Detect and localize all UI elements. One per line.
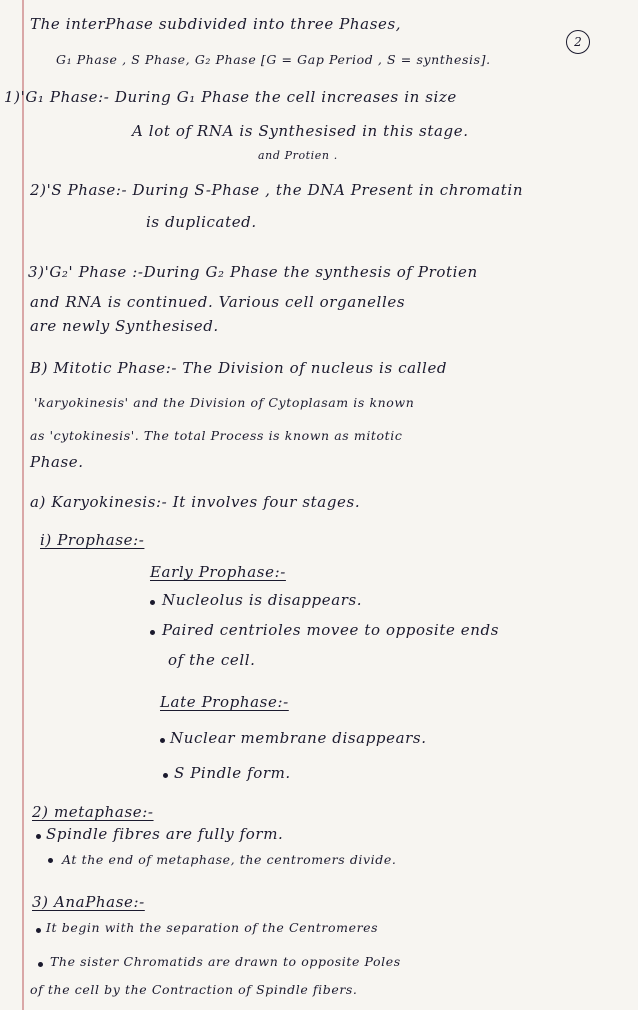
margin-line: [22, 0, 24, 1010]
line-karyokinesis-heading: a) Karyokinesis:- It involves four stages.: [30, 493, 361, 511]
line-g2-heading: 3)'G₂' Phase :-During G₂ Phase the synthesis of Protien: [28, 263, 478, 281]
line-sister-chromatids: The sister Chromatids are drawn to opposite Poles: [50, 954, 401, 969]
page-number: 2: [566, 30, 590, 54]
line-g1-heading: 1)'G₁ Phase:- During G₁ Phase the cell increases in size: [4, 88, 457, 106]
line-early-prophase: Early Prophase:-: [150, 563, 286, 581]
bullet-dot: [163, 773, 168, 778]
bullet-dot: [160, 738, 165, 743]
line-s-duplicated: is duplicated.: [146, 213, 257, 231]
line-of-the-cell: of the cell.: [168, 651, 256, 669]
line-prophase-heading: i) Prophase:-: [40, 531, 145, 549]
line-late-prophase: Late Prophase:-: [160, 693, 289, 711]
line-phases-list: G₁ Phase , S Phase, G₂ Phase [G = Gap Period , S = synthesis].: [56, 52, 491, 67]
bullet-dot: [48, 858, 53, 863]
line-spindle-fibres: Spindle fibres are fully form.: [46, 825, 284, 843]
bullet-dot: [36, 834, 41, 839]
line-centrioles: Paired centrioles movee to opposite ends: [162, 621, 500, 639]
line-g2-continued: and RNA is continued. Various cell organelles: [30, 293, 406, 311]
line-metaphase-heading: 2) metaphase:-: [32, 803, 154, 821]
bullet-dot: [38, 962, 43, 967]
line-spindle-form: S Pindle form.: [174, 764, 291, 782]
line-nuclear-membrane: Nuclear membrane disappears.: [170, 729, 427, 747]
bullet-dot: [150, 630, 155, 635]
line-g1-rna: A lot of RNA is Synthesised in this stage.: [132, 122, 469, 140]
line-anaphase-heading: 3) AnaPhase:-: [32, 893, 145, 911]
line-nucleolus: Nucleolus is disappears.: [162, 591, 363, 609]
line-interphase: The interPhase subdivided into three Phases,: [30, 15, 402, 33]
line-centromers-divide: At the end of metaphase, the centromers divide.: [62, 852, 397, 867]
line-separation: It begin with the separation of the Centromeres: [46, 920, 379, 935]
line-cytokinesis-def: as 'cytokinesis'. The total Process is known as mitotic: [30, 428, 403, 443]
line-g2-synthesised: are newly Synthesised.: [30, 317, 219, 335]
line-spindle-contraction: of the cell by the Contraction of Spindle fibers.: [30, 982, 358, 997]
line-phase: Phase.: [30, 453, 84, 471]
line-g1-protein: and Protien .: [258, 149, 338, 162]
line-s-heading: 2)'S Phase:- During S-Phase , the DNA Present in chromatin: [30, 181, 524, 199]
bullet-dot: [36, 928, 41, 933]
line-karyokinesis-def: 'karyokinesis' and the Division of Cytoplasam is known: [34, 395, 415, 410]
bullet-dot: [150, 600, 155, 605]
line-mitotic-heading: B) Mitotic Phase:- The Division of nucleus is called: [30, 359, 448, 377]
